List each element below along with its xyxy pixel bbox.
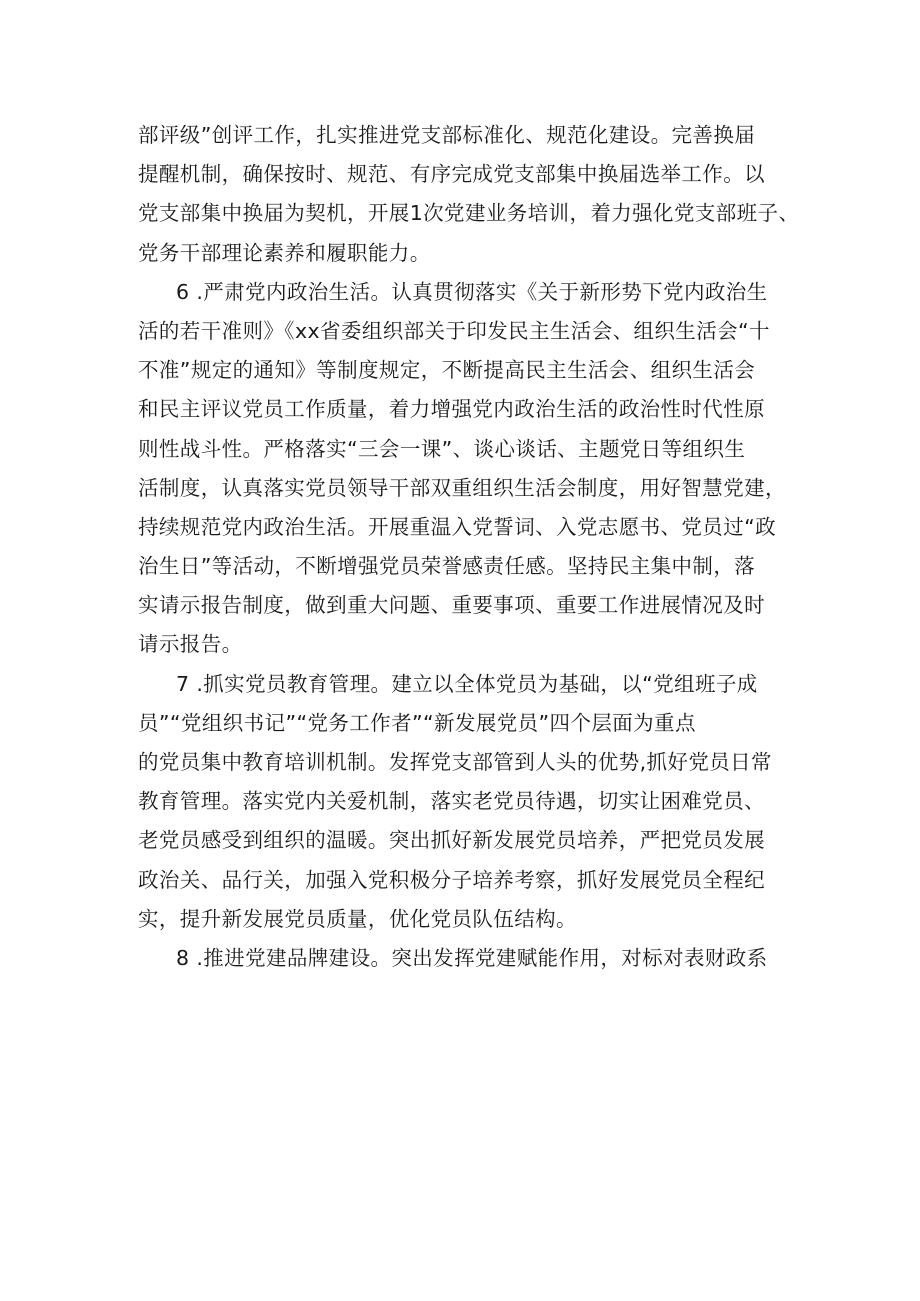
- text-line: 党支部集中换届为契机，开展1次党建业务培训，着力强化党支部班子、: [138, 201, 800, 226]
- text-line: 则性战斗性。严格落实“三会一课”、谈心谈话、主题党日等组织生: [138, 436, 746, 461]
- text-line: 部评级”创评工作，扎实推进党支部标准化、规范化建设。完善换届: [138, 123, 756, 147]
- text-line: 实，提升新发展党员质量，优化党员队伍结构。: [138, 906, 577, 931]
- text-line: 政治关、品行关，加强入党积极分子培养考察，抓好发展党员全程纪: [138, 867, 765, 892]
- text-line: 实请示报告制度，做到重大问题、重要事项、重要工作进展情况及时: [138, 593, 765, 618]
- text-line: 不准”规定的通知》等制度规定，不断提高民主生活会、组织生活会: [138, 358, 756, 383]
- text-line: 党务干部理论素养和履职能力。: [138, 240, 431, 265]
- text-line: 老党员感受到组织的温暖。突出抓好新发展党员培养，严把党员发展: [138, 828, 765, 853]
- paragraph-7: [138, 665, 790, 939]
- paragraph-5-continuation: [138, 116, 800, 273]
- text-line: 活制度，认真落实党员领导干部双重组织生活会制度，用好智慧党建，: [138, 475, 786, 500]
- paragraph-heading-line: 7 .抓实党员教育管理。建立以全体党员为基础，以“党组班子成: [176, 671, 758, 696]
- text-line: 治生日”等活动，不断增强党员荣誉感责任感。坚持民主集中制，落: [138, 554, 756, 579]
- text-line: 的党员集中教育培训机制。发挥党支部管到人头的优势,抓好党员日常: [138, 750, 772, 774]
- paragraph-8-start: [138, 939, 790, 978]
- paragraph-heading-line: 8 .推进党建品牌建设。突出发挥党建赋能作用，对标对表财政系: [176, 945, 768, 970]
- text-line: 和民主评议党员工作质量，着力增强党内政治生活的政治性时代性原: [138, 397, 765, 422]
- text-line: 持续规范党内政治生活。开展重温入党誓词、入党志愿书、党员过“政: [138, 514, 777, 539]
- document-body: [138, 116, 800, 978]
- text-line: 员”“党组织书记”“党务工作者”“新发展党员”四个层面为重点: [138, 710, 696, 735]
- text-line: 教育管理。落实党内关爱机制，落实老党员待遇，切实让困难党员、: [138, 789, 765, 814]
- text-line: 提醒机制，确保按时、规范、有序完成党支部集中换届选举工作。以: [138, 162, 765, 187]
- paragraph-6: [138, 273, 790, 665]
- paragraph-heading-line: 6 .严肃党内政治生活。认真贯彻落实《关于新形势下党内政治生: [176, 279, 768, 304]
- text-line: 活的若干准则》《xx省委组织部关于印发民主生活会、组织生活会“十: [138, 318, 770, 343]
- text-line: 请示报告。: [138, 632, 243, 657]
